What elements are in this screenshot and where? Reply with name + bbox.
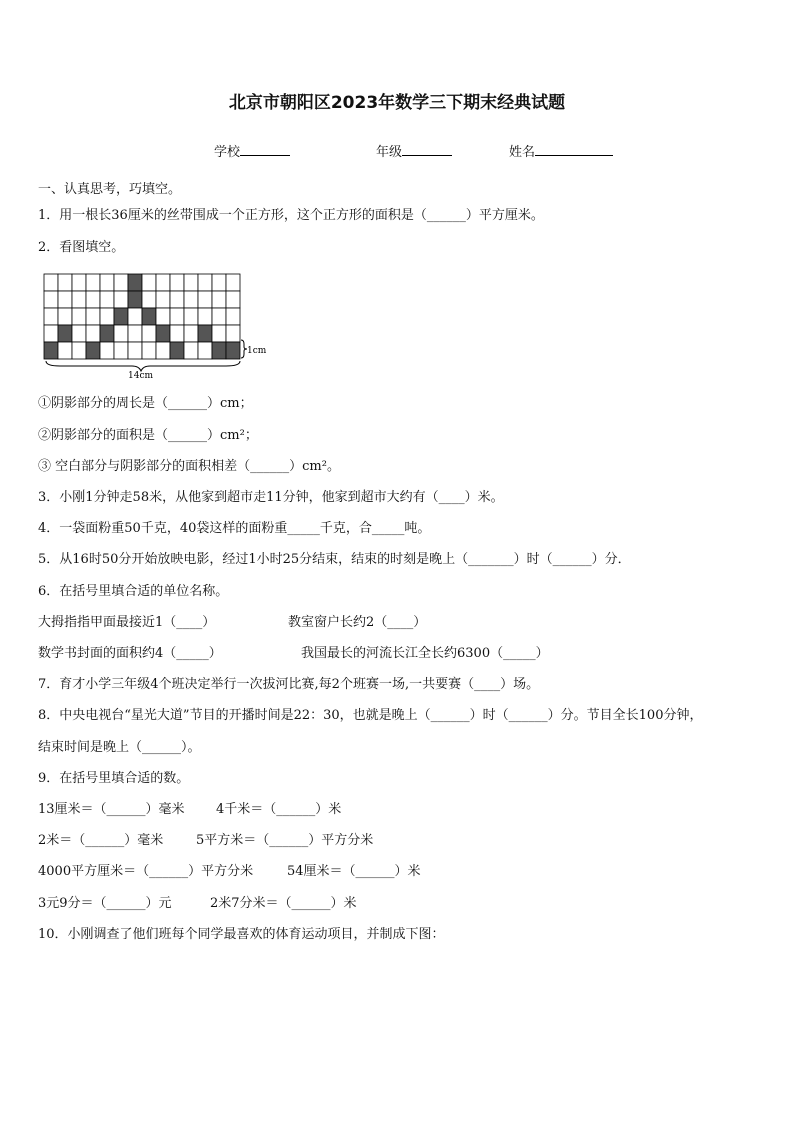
grid-cell xyxy=(142,291,156,308)
grid-cell xyxy=(58,274,72,291)
grid-cell xyxy=(128,308,142,325)
q9-item-r2b: 5平方米＝（______）平方分米 xyxy=(196,833,374,848)
question-8-line2: 结束时间是晚上（______）。 xyxy=(38,740,201,755)
grid-cell xyxy=(142,274,156,291)
grid-cell xyxy=(86,274,100,291)
grid-cell xyxy=(156,274,170,291)
grid-cell xyxy=(72,308,86,325)
school-blank xyxy=(240,141,290,156)
name-label: 姓名 xyxy=(509,145,536,160)
q6-item-d: 我国最长的河流长江全长约6300（_____） xyxy=(301,646,549,661)
section-heading: 一、认真思考，巧填空。 xyxy=(38,182,182,197)
question-6: 6．在括号里填合适的单位名称。 xyxy=(38,584,229,599)
q9-item-r1a: 13厘米＝（______）毫米 xyxy=(38,802,185,817)
grid-cell xyxy=(58,291,72,308)
grid-cell-shaded xyxy=(86,342,100,359)
grid-cell-shaded xyxy=(226,342,240,359)
q6-item-c: 数学书封面的面积约4（_____） xyxy=(38,646,222,661)
grid-cell-shaded xyxy=(100,325,114,342)
width-label: 14cm xyxy=(128,371,154,380)
question-9: 9．在括号里填合适的数。 xyxy=(38,771,190,786)
question-2b: ②阴影部分的面积是（______）cm²； xyxy=(38,428,258,443)
grade-field xyxy=(376,141,452,160)
grid-cell xyxy=(72,325,86,342)
name-blank xyxy=(535,141,613,156)
school-label: 学校 xyxy=(214,145,241,160)
grid-cell xyxy=(198,342,212,359)
grid-cell xyxy=(86,325,100,342)
grid-cell xyxy=(212,325,226,342)
grid-cell xyxy=(184,291,198,308)
q9-item-r3b: 54厘米＝（______）米 xyxy=(287,864,421,879)
question-3: 3．小刚1分钟走58米，从他家到超市走11分钟，他家到超市大约有（____）米。 xyxy=(38,490,504,505)
grid-cell-shaded xyxy=(198,325,212,342)
grid-cell xyxy=(44,291,58,308)
grid-cell xyxy=(58,342,72,359)
grid-figure xyxy=(40,270,280,380)
grid-cell xyxy=(142,325,156,342)
grid-cell xyxy=(44,274,58,291)
grid-cell xyxy=(100,274,114,291)
q9-item-r4b: 2米7分米＝（______）米 xyxy=(210,896,357,911)
grid-cell xyxy=(72,274,86,291)
q9-item-r2a: 2米＝（______）毫米 xyxy=(38,833,164,848)
grid-cell xyxy=(170,308,184,325)
grid-cell xyxy=(170,291,184,308)
grid-cell xyxy=(184,342,198,359)
grid-cell-shaded xyxy=(44,342,58,359)
grid-cell-shaded xyxy=(128,291,142,308)
grid-cell xyxy=(226,325,240,342)
width-brace xyxy=(46,361,240,371)
grid-cell xyxy=(226,291,240,308)
grid-cell xyxy=(212,308,226,325)
grid-cell xyxy=(156,291,170,308)
grid-cell xyxy=(44,325,58,342)
grid-cell xyxy=(226,308,240,325)
height-label: 1cm xyxy=(247,346,267,356)
grid-cell-shaded xyxy=(170,342,184,359)
q9-item-r3a: 4000平方厘米＝（______）平方分米 xyxy=(38,864,254,879)
page-title: 北京市朝阳区2023年数学三下期末经典试题 xyxy=(228,93,566,113)
grid-cell xyxy=(114,274,128,291)
school-field xyxy=(214,141,290,160)
grid-cell xyxy=(184,274,198,291)
grid-cell xyxy=(114,325,128,342)
grid-cell xyxy=(114,342,128,359)
grid-cell xyxy=(100,342,114,359)
question-8-line1: 8．中央电视台“星光大道”节目的开播时间是22：30，也就是晚上（______）时（______）分。节目全长100分钟， xyxy=(38,708,703,723)
grid-cell xyxy=(156,308,170,325)
grid-cell xyxy=(212,274,226,291)
grid-cell-shaded xyxy=(58,325,72,342)
question-4: 4．一袋面粉重50千克，40袋这样的面粉重_____千克，合_____吨。 xyxy=(38,521,431,536)
grid-cell xyxy=(128,342,142,359)
grid-cell xyxy=(100,308,114,325)
grid-cell xyxy=(170,274,184,291)
grid-cell xyxy=(72,291,86,308)
grid-cell xyxy=(198,308,212,325)
grid-cell xyxy=(128,325,142,342)
question-2a: ①阴影部分的周长是（______）cm； xyxy=(38,396,253,411)
question-2: 2．看图填空。 xyxy=(38,240,125,255)
grid-cell xyxy=(184,308,198,325)
grid-cell xyxy=(198,274,212,291)
grid-cell xyxy=(114,291,128,308)
question-2c: ③ 空白部分与阴影部分的面积相差（______）cm²。 xyxy=(38,459,340,474)
q6-item-b: 教室窗户长约2（____） xyxy=(288,615,427,630)
grid-cell xyxy=(142,342,156,359)
grid-cell xyxy=(170,325,184,342)
q9-item-r4a: 3元9分＝（______）元 xyxy=(38,896,172,911)
question-1: 1．用一根长36厘米的丝带围成一个正方形，这个正方形的面积是（______）平方厘米。 xyxy=(38,208,544,223)
grid-cell xyxy=(100,291,114,308)
grade-blank xyxy=(402,141,452,156)
grid-cell xyxy=(86,291,100,308)
grid-cell-shaded xyxy=(212,342,226,359)
question-7: 7．育才小学三年级4个班决定举行一次拔河比赛,每2个班赛一场,一共要赛（____）场。 xyxy=(38,677,540,692)
grid-cell xyxy=(226,274,240,291)
grid-cell-shaded xyxy=(156,325,170,342)
grid-cell xyxy=(86,308,100,325)
q9-item-r1b: 4千米＝（______）米 xyxy=(216,802,342,817)
grid-cell xyxy=(156,342,170,359)
grid-cell xyxy=(198,291,212,308)
q6-item-a: 大拇指指甲面最接近1（____） xyxy=(38,615,216,630)
grid-cell xyxy=(212,291,226,308)
grid-cell xyxy=(44,308,58,325)
grid-cell xyxy=(184,325,198,342)
grid-cell-shaded xyxy=(114,308,128,325)
grid-cell xyxy=(72,342,86,359)
name-field xyxy=(509,141,613,160)
grid-cell xyxy=(58,308,72,325)
grid-cell-shaded xyxy=(142,308,156,325)
grade-label: 年级 xyxy=(376,145,403,160)
grid-cell-shaded xyxy=(128,274,142,291)
question-5: 5．从16时50分开始放映电影，经过1小时25分结束，结束的时刻是晚上（_______）时（______）分． xyxy=(38,552,631,567)
question-10: 10．小刚调查了他们班每个同学最喜欢的体育运动项目，并制成下图： xyxy=(38,927,445,942)
